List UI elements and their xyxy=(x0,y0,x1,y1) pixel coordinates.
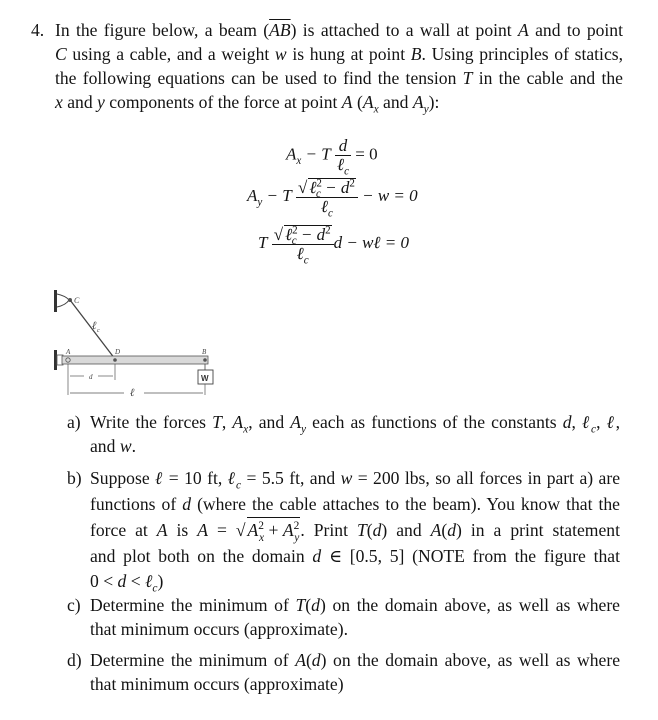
part-d-line-1: Determine the minimum of A(d) on the domain above, as well as where xyxy=(90,650,620,670)
part-b-line-1: Suppose ℓ = 10 ft, ℓ$_c$ = 5.5 ft, and w = 200 lbs, so all forces in part a) are xyxy=(90,468,621,492)
part-b-line-5: 0 < d < ℓ$_c$) xyxy=(90,571,164,595)
svg-text:B: B xyxy=(202,348,207,356)
part-a-line-2: and w. xyxy=(90,436,136,456)
part-b-line-3: force at A is A = √ $A^2_x + A^2_y$. Print T(d) and A(d) in a print statement xyxy=(90,517,620,544)
fraction-sqrt-over-lc: $\frac{√ \ell^2_c - d^2}{\ell_c}$ xyxy=(296,178,358,216)
part-b-line-4: and plot both on the domain d ∈ [0.5, 5] (NOTE from the figure that xyxy=(90,545,620,566)
beam-figure xyxy=(40,285,230,400)
sqrt-sign: √ xyxy=(297,178,308,197)
intro-line-2: C using a cable, and a weight w is hung at point B. Using principles of statics, xyxy=(55,44,623,64)
fraction-d-over-lc: $\frac{d}{\ell_c}$ xyxy=(336,136,349,178)
part-c-line-1: Determine the minimum of T(d) on the domain above, as well as where xyxy=(90,595,620,615)
equation-2: $A_y - T$ $\frac{√ \ell^2_c - d^2}{\ell_c}$ − w = 0 xyxy=(247,177,418,220)
wall-upper xyxy=(54,290,57,312)
part-b-line-2: functions of d (where the cable attaches to the beam). You know that the xyxy=(90,493,620,514)
svg-text:D: D xyxy=(115,348,121,356)
intro-line-3: the following equations can be used to find the tension T in the cable and the xyxy=(55,68,623,88)
equation-3: T $\frac{√ \ell^2_c - d^2}{\ell_c}$ d − wℓ = 0 xyxy=(258,224,409,267)
part-c-label: c) xyxy=(67,595,81,615)
sqrt-sign: √ xyxy=(273,225,284,244)
svg-text:c: c xyxy=(97,328,100,334)
wall-lower xyxy=(54,350,57,370)
part-a-label: a) xyxy=(67,412,81,432)
problem-intro xyxy=(55,18,623,114)
svg-text:d: d xyxy=(89,373,93,381)
part-c-line-2: that minimum occurs (approximate). xyxy=(90,619,348,639)
svg-text:W: W xyxy=(201,374,209,383)
problem-number: 4. xyxy=(31,20,45,40)
svg-text:ℓ: ℓ xyxy=(92,320,97,332)
svg-text:A: A xyxy=(66,348,71,356)
pin-d xyxy=(113,358,117,362)
part-a-line-1: Write the forces T, $A_x$, and $A_y$ each as functions of the constants d, ℓ$_c$, ℓ, xyxy=(90,412,621,436)
bracket-c xyxy=(57,294,69,307)
part-b-label: b) xyxy=(67,468,82,488)
fraction-sqrt-over-lc-2: $\frac{√ \ell^2_c - d^2}{\ell_c}$ xyxy=(272,225,334,263)
sqrt-sign: √ xyxy=(235,520,246,540)
svg-text:ℓ: ℓ xyxy=(130,387,135,399)
part-d-line-2: that minimum occurs (approximate) xyxy=(90,674,344,694)
part-d-label: d) xyxy=(67,650,82,670)
intro-line-4: x and y components of the force at point A ($A_x$ and $A_y$): xyxy=(55,92,440,116)
equation-1: $A_x - T$ $\frac{d}{\ell_c}$ = 0 xyxy=(286,136,378,178)
pin-b xyxy=(203,358,207,362)
intro-line-1: In the figure below, a beam $(\overline{AB})$ is attached to a wall at point A and to point xyxy=(55,20,623,40)
beam xyxy=(62,356,208,364)
svg-text:C: C xyxy=(74,296,80,305)
